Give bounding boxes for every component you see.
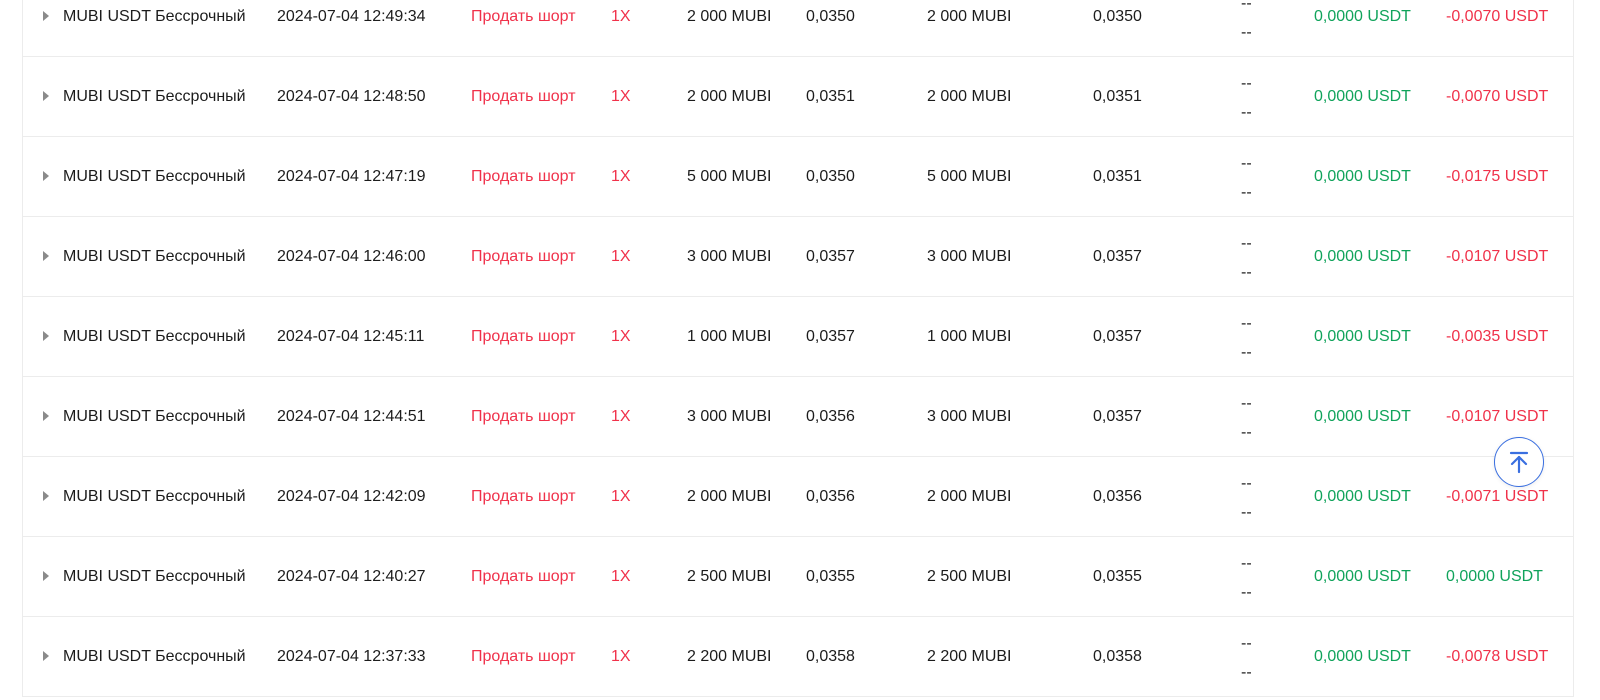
trigger-value-2: -- — [1241, 184, 1252, 201]
realized-pnl: -0,0107 USDT — [1446, 248, 1549, 265]
realized-pnl: -0,0175 USDT — [1446, 168, 1549, 185]
scroll-to-top-button[interactable] — [1494, 437, 1544, 487]
average-price: 0,0351 — [1093, 88, 1142, 105]
order-time: 2024-07-04 12:48:50 — [277, 88, 426, 105]
table-row[interactable] — [23, 57, 1573, 137]
order-price: 0,0357 — [806, 248, 855, 265]
fee: 0,0000 USDT — [1314, 248, 1411, 265]
expand-arrow-icon[interactable] — [43, 91, 49, 101]
order-quantity: 1 000 MUBI — [687, 328, 772, 345]
leverage: 1X — [611, 168, 631, 185]
contract-name: MUBI USDT Бессрочный — [63, 248, 246, 265]
trigger-value-2: -- — [1241, 104, 1252, 121]
fee: 0,0000 USDT — [1314, 408, 1411, 425]
fee: 0,0000 USDT — [1314, 328, 1411, 345]
expand-arrow-icon[interactable] — [43, 571, 49, 581]
table-row[interactable] — [23, 617, 1573, 697]
average-price: 0,0357 — [1093, 248, 1142, 265]
expand-arrow-icon[interactable] — [43, 11, 49, 21]
leverage: 1X — [611, 488, 631, 505]
order-time: 2024-07-04 12:49:34 — [277, 8, 426, 25]
order-quantity: 2 000 MUBI — [687, 8, 772, 25]
order-side: Продать шорт — [471, 568, 576, 585]
order-price: 0,0356 — [806, 488, 855, 505]
leverage: 1X — [611, 408, 631, 425]
order-price: 0,0351 — [806, 88, 855, 105]
order-side: Продать шорт — [471, 488, 576, 505]
realized-pnl: -0,0035 USDT — [1446, 328, 1549, 345]
leverage: 1X — [611, 568, 631, 585]
average-price: 0,0357 — [1093, 408, 1142, 425]
expand-arrow-icon[interactable] — [43, 491, 49, 501]
contract-name: MUBI USDT Бессрочный — [63, 408, 246, 425]
fee: 0,0000 USDT — [1314, 88, 1411, 105]
order-side: Продать шорт — [471, 168, 576, 185]
trigger-value-1: -- — [1241, 315, 1252, 332]
order-side: Продать шорт — [471, 88, 576, 105]
order-price: 0,0357 — [806, 328, 855, 345]
trigger-value-1: -- — [1241, 635, 1252, 652]
order-price: 0,0350 — [806, 168, 855, 185]
trigger-value-1: -- — [1241, 75, 1252, 92]
filled-quantity: 2 200 MUBI — [927, 648, 1012, 665]
trigger-value-2: -- — [1241, 264, 1252, 281]
trigger-value-2: -- — [1241, 504, 1252, 521]
filled-quantity: 2 000 MUBI — [927, 8, 1012, 25]
contract-name: MUBI USDT Бессрочный — [63, 88, 246, 105]
table-row[interactable] — [23, 217, 1573, 297]
order-quantity: 2 000 MUBI — [687, 488, 772, 505]
order-time: 2024-07-04 12:46:00 — [277, 248, 426, 265]
average-price: 0,0355 — [1093, 568, 1142, 585]
order-time: 2024-07-04 12:42:09 — [277, 488, 426, 505]
realized-pnl: -0,0107 USDT — [1446, 408, 1549, 425]
expand-arrow-icon[interactable] — [43, 651, 49, 661]
fee: 0,0000 USDT — [1314, 488, 1411, 505]
contract-name: MUBI USDT Бессрочный — [63, 568, 246, 585]
filled-quantity: 5 000 MUBI — [927, 168, 1012, 185]
order-time: 2024-07-04 12:40:27 — [277, 568, 426, 585]
order-time: 2024-07-04 12:47:19 — [277, 168, 426, 185]
trigger-value-2: -- — [1241, 664, 1252, 681]
realized-pnl: -0,0071 USDT — [1446, 488, 1549, 505]
trigger-value-2: -- — [1241, 424, 1252, 441]
filled-quantity: 2 000 MUBI — [927, 488, 1012, 505]
trigger-value-2: -- — [1241, 344, 1252, 361]
order-side: Продать шорт — [471, 328, 576, 345]
expand-arrow-icon[interactable] — [43, 411, 49, 421]
leverage: 1X — [611, 248, 631, 265]
table-row[interactable] — [23, 537, 1573, 617]
trigger-value-1: -- — [1241, 555, 1252, 572]
order-time: 2024-07-04 12:44:51 — [277, 408, 426, 425]
table-row[interactable] — [23, 137, 1573, 217]
expand-arrow-icon[interactable] — [43, 251, 49, 261]
trigger-value-1: -- — [1241, 0, 1252, 12]
filled-quantity: 3 000 MUBI — [927, 248, 1012, 265]
expand-arrow-icon[interactable] — [43, 171, 49, 181]
order-side: Продать шорт — [471, 408, 576, 425]
filled-quantity: 1 000 MUBI — [927, 328, 1012, 345]
average-price: 0,0357 — [1093, 328, 1142, 345]
contract-name: MUBI USDT Бессрочный — [63, 488, 246, 505]
order-quantity: 3 000 MUBI — [687, 408, 772, 425]
leverage: 1X — [611, 88, 631, 105]
trigger-value-2: -- — [1241, 584, 1252, 601]
leverage: 1X — [611, 8, 631, 25]
filled-quantity: 2 500 MUBI — [927, 568, 1012, 585]
trigger-value-2: -- — [1241, 24, 1252, 41]
order-quantity: 2 500 MUBI — [687, 568, 772, 585]
trigger-value-1: -- — [1241, 235, 1252, 252]
order-price: 0,0358 — [806, 648, 855, 665]
order-quantity: 3 000 MUBI — [687, 248, 772, 265]
contract-name: MUBI USDT Бессрочный — [63, 8, 246, 25]
order-quantity: 2 000 MUBI — [687, 88, 772, 105]
average-price: 0,0356 — [1093, 488, 1142, 505]
fee: 0,0000 USDT — [1314, 8, 1411, 25]
order-quantity: 2 200 MUBI — [687, 648, 772, 665]
table-row[interactable] — [23, 0, 1573, 57]
leverage: 1X — [611, 648, 631, 665]
filled-quantity: 2 000 MUBI — [927, 88, 1012, 105]
realized-pnl: -0,0078 USDT — [1446, 648, 1549, 665]
average-price: 0,0358 — [1093, 648, 1142, 665]
order-price: 0,0355 — [806, 568, 855, 585]
average-price: 0,0350 — [1093, 8, 1142, 25]
contract-name: MUBI USDT Бессрочный — [63, 328, 246, 345]
order-time: 2024-07-04 12:37:33 — [277, 648, 426, 665]
order-quantity: 5 000 MUBI — [687, 168, 772, 185]
order-side: Продать шорт — [471, 648, 576, 665]
order-price: 0,0356 — [806, 408, 855, 425]
contract-name: MUBI USDT Бессрочный — [63, 648, 246, 665]
order-history-table — [22, 0, 1574, 697]
order-price: 0,0350 — [806, 8, 855, 25]
fee: 0,0000 USDT — [1314, 648, 1411, 665]
expand-arrow-icon[interactable] — [43, 331, 49, 341]
realized-pnl: 0,0000 USDT — [1446, 568, 1543, 585]
leverage: 1X — [611, 328, 631, 345]
order-side: Продать шорт — [471, 8, 576, 25]
fee: 0,0000 USDT — [1314, 168, 1411, 185]
table-row[interactable] — [23, 297, 1573, 377]
arrow-to-top-icon — [1507, 450, 1531, 474]
order-time: 2024-07-04 12:45:11 — [277, 328, 425, 345]
realized-pnl: -0,0070 USDT — [1446, 88, 1549, 105]
table-row[interactable] — [23, 377, 1573, 457]
average-price: 0,0351 — [1093, 168, 1142, 185]
trigger-value-1: -- — [1241, 155, 1252, 172]
contract-name: MUBI USDT Бессрочный — [63, 168, 246, 185]
fee: 0,0000 USDT — [1314, 568, 1411, 585]
order-side: Продать шорт — [471, 248, 576, 265]
table-row[interactable] — [23, 457, 1573, 537]
realized-pnl: -0,0070 USDT — [1446, 8, 1549, 25]
trigger-value-1: -- — [1241, 395, 1252, 412]
trigger-value-1: -- — [1241, 475, 1252, 492]
filled-quantity: 3 000 MUBI — [927, 408, 1012, 425]
